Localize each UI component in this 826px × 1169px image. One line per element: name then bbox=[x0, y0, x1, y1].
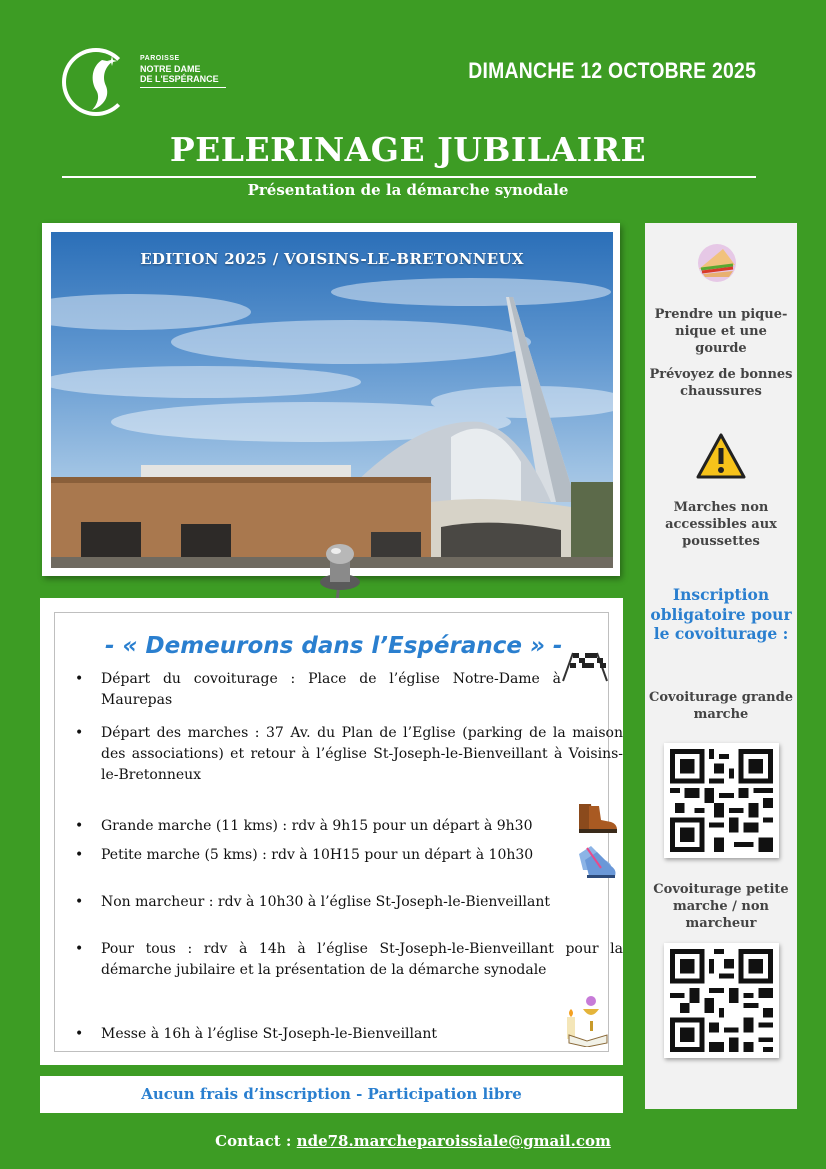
sidebar bbox=[645, 223, 797, 1109]
bullet-dot: • bbox=[75, 818, 84, 834]
contact-email-link[interactable]: nde78.marcheparoissiale@gmail.com bbox=[296, 1132, 611, 1150]
event-date: DIMANCHE 12 OCTOBRE 2025 bbox=[468, 58, 756, 83]
contact-line bbox=[0, 1132, 826, 1150]
list-item-text: Petite marche (5 kms) : rdv à 10H15 pour un départ à 10h30 bbox=[101, 847, 534, 863]
bullet-dot: • bbox=[75, 941, 84, 957]
qr-label-grande-marche: Covoiturage grande marche bbox=[649, 690, 793, 722]
list-item-text: Départ des marches : 37 Av. du Plan de l’Eglise (parking de la maison des associations) et retour à l’église St-Joseph-le-Bienveillant à Voisins-le-Bretonneux bbox=[101, 725, 623, 783]
logo-line-3: DE L'ESPÉRANCE bbox=[140, 74, 219, 84]
logo-text bbox=[140, 54, 226, 88]
title-divider bbox=[62, 176, 756, 178]
bullet-dot: • bbox=[75, 725, 84, 741]
page-subtitle: Présentation de la démarche synodale bbox=[247, 181, 569, 199]
church-illustration bbox=[51, 232, 613, 568]
checkered-flags-icon bbox=[557, 649, 613, 683]
inscription-note: Inscription obligatoire pour le covoiturage : bbox=[650, 585, 792, 643]
qr-code-petite-marche[interactable] bbox=[664, 943, 779, 1058]
footer-note: Aucun frais d’inscription - Participation libre bbox=[40, 1076, 623, 1113]
qr-code-image bbox=[670, 749, 773, 852]
bullet-dot: • bbox=[75, 1026, 84, 1042]
parish-logo bbox=[62, 46, 232, 116]
shoes-note: Prévoyez de bonnes chaussures bbox=[649, 367, 793, 399]
warning-icon bbox=[696, 433, 746, 479]
chalice-candle-icon bbox=[563, 995, 611, 1047]
page-title: PELERINAGE JUBILAIRE bbox=[169, 130, 647, 169]
qr-code-image bbox=[670, 949, 773, 1052]
bullet-dot: • bbox=[75, 671, 84, 687]
motto: - « Demeurons dans l’Espérance » - bbox=[105, 633, 563, 659]
hiking-boots-icon bbox=[573, 800, 619, 834]
logo-underline bbox=[140, 87, 226, 88]
list-item-text: Grande marche (11 kms) : rdv à 9h15 pour un départ à 9h30 bbox=[101, 818, 533, 834]
photo-caption: EDITION 2025 / VOISINS-LE-BRETONNEUX bbox=[140, 250, 524, 268]
picnic-note: Prendre un pique-nique et une gourde bbox=[654, 307, 788, 356]
list-item-text: Messe à 16h à l’église St-Joseph-le-Bienveillant bbox=[101, 1026, 437, 1042]
bullet-dot: • bbox=[75, 894, 84, 910]
qr-code-grande-marche[interactable] bbox=[664, 743, 779, 858]
list-item-text: Départ du covoiturage : Place de l’église Notre-Dame à Maurepas bbox=[101, 671, 561, 708]
sneakers-icon bbox=[575, 840, 617, 880]
photo-card bbox=[42, 223, 620, 576]
church-photo bbox=[51, 232, 613, 568]
logo-line-1: PAROISSE bbox=[140, 55, 180, 62]
contact-label: Contact : bbox=[215, 1132, 297, 1150]
bullet-dot: • bbox=[75, 847, 84, 863]
info-card-frame bbox=[54, 612, 623, 1052]
madonna-icon bbox=[84, 56, 118, 112]
qr-label-petite-marche: Covoiturage petite marche / non marcheur bbox=[653, 882, 789, 931]
logo-line-2: NOTRE DAME bbox=[140, 64, 201, 74]
stroller-warning: Marches non accessibles aux poussettes bbox=[665, 500, 777, 549]
list-item-text: Pour tous : rdv à 14h à l’église St-Joseph-le-Bienveillant pour la démarche jubilaire et la présentation de la démarche synodale bbox=[101, 941, 623, 978]
list-item-text: Non marcheur : rdv à 10h30 à l’église St-Joseph-le-Bienveillant bbox=[101, 894, 551, 910]
info-card bbox=[40, 598, 623, 1065]
sandwich-icon bbox=[693, 243, 741, 283]
